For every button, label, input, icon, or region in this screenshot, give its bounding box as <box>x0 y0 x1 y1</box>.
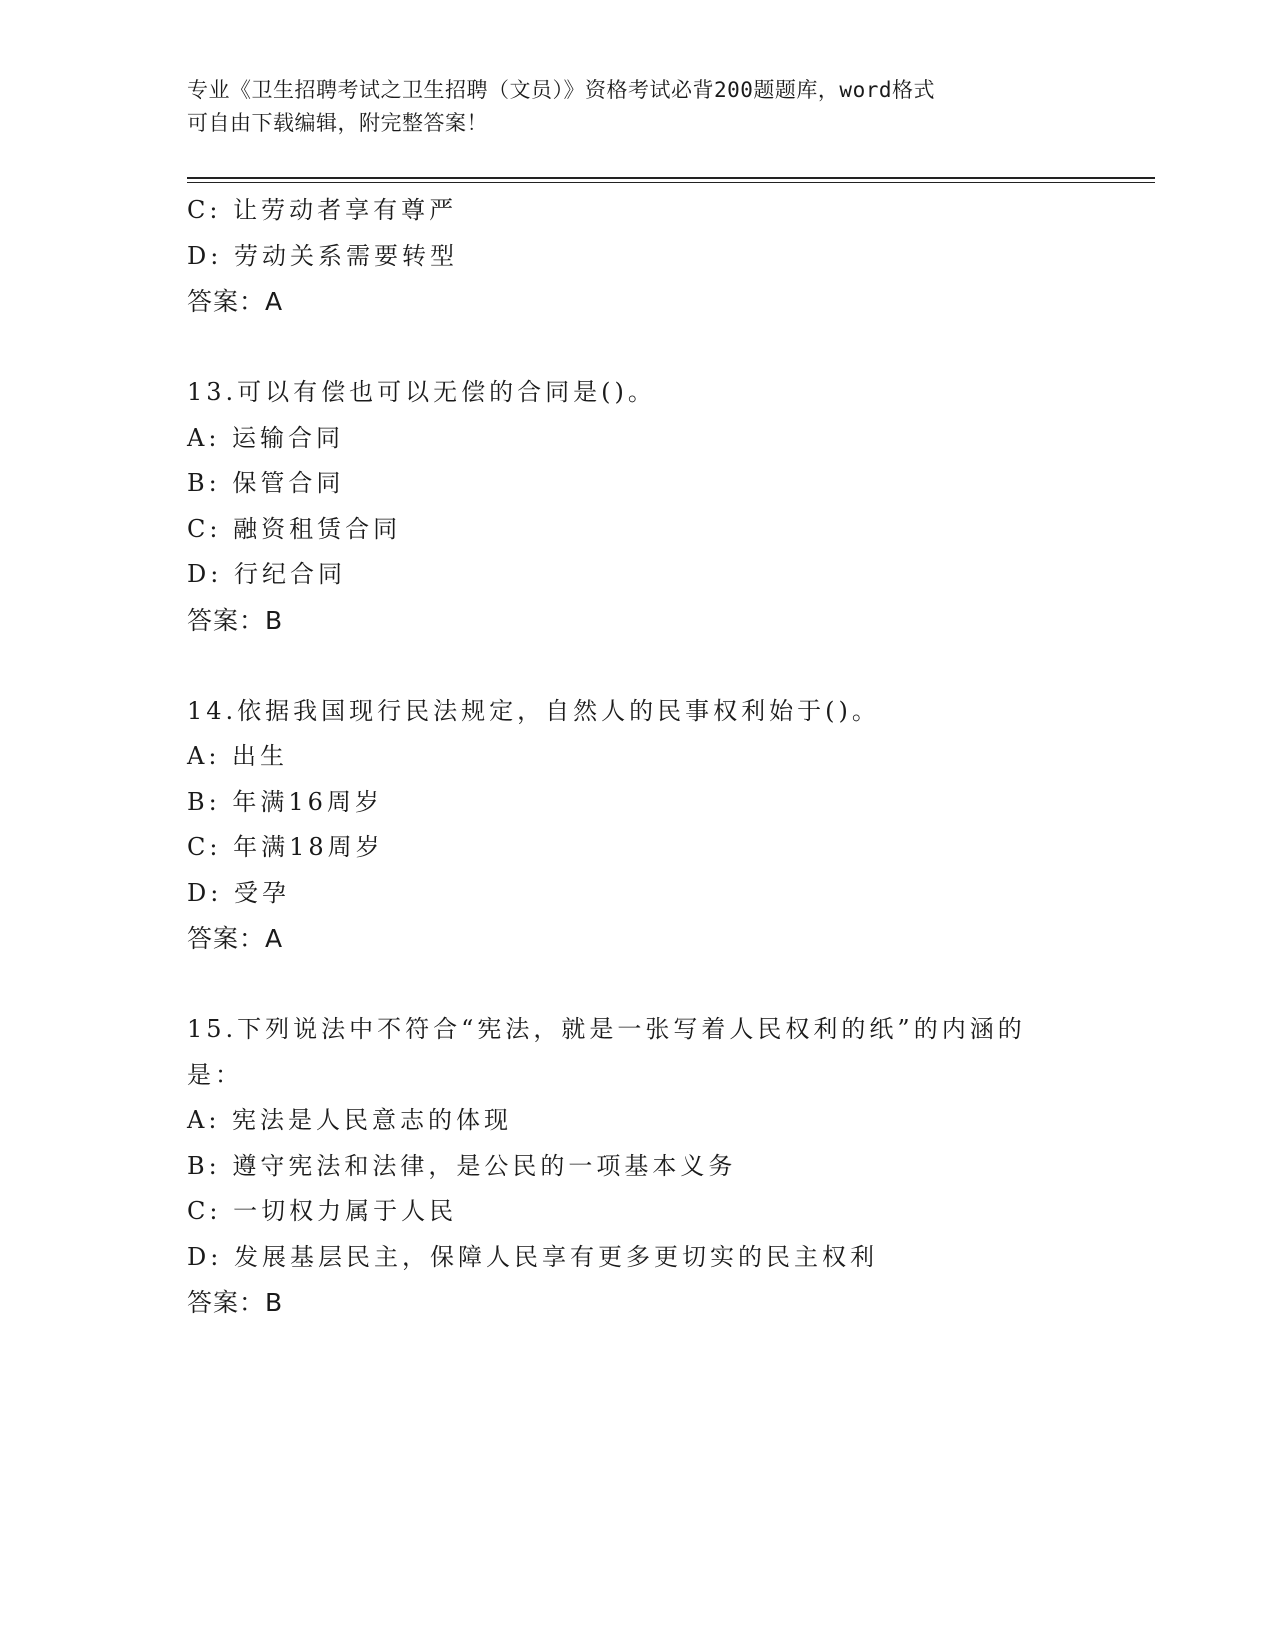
header-title-line-2: 可自由下载编辑，附完整答案！ <box>187 111 488 135</box>
prev-option-c: C: 让劳动者享有尊严 <box>187 196 458 224</box>
question-15-option-b: B: 遵守宪法和法律，是公民的一项基本义务 <box>187 1151 737 1180</box>
question-14-option-d: D: 受孕 <box>187 878 290 907</box>
question-13-option-a: A: 运输合同 <box>187 423 345 452</box>
header-divider-thick <box>187 177 1155 179</box>
question-14-option-b: B: 年满16周岁 <box>187 787 383 816</box>
question-14-text: 14.依据我国现行民法规定，自然人的民事权利始于()。 <box>187 696 880 725</box>
question-list <box>187 188 1087 1326</box>
header-title-line-1: 专业《卫生招聘考试之卫生招聘（文员）》资格考试必背200题题库，word格式 <box>187 78 935 102</box>
document-header <box>187 74 1077 140</box>
question-13-option-d: D: 行纪合同 <box>187 560 346 588</box>
question-15-answer: 答案：B <box>187 1288 284 1317</box>
spacer <box>187 962 1087 1008</box>
question-14-option-c: C: 年满18周岁 <box>187 833 384 861</box>
question-14-answer: 答案：A <box>187 924 284 953</box>
question-15-text-line-1: 15.下列说法中不符合“宪法，就是一张写着人民权利的纸”的内涵的 <box>187 1015 1026 1043</box>
prev-option-d: D: 劳动关系需要转型 <box>187 241 458 270</box>
header-divider-thin <box>187 182 1155 183</box>
question-15-option-c: C: 一切权力属于人民 <box>187 1197 458 1225</box>
prev-answer: 答案：A <box>187 287 284 316</box>
question-13-answer: 答案：B <box>187 605 284 635</box>
question-15-text-line-2: 是： <box>187 1060 243 1089</box>
question-13-option-b: B: 保管合同 <box>187 469 345 497</box>
question-13-option-c: C: 融资租赁合同 <box>187 514 402 543</box>
spacer <box>187 643 1087 689</box>
question-15-option-a: A: 宪法是人民意志的体现 <box>187 1106 513 1134</box>
question-13-text: 13.可以有偿也可以无偿的合同是()。 <box>187 378 656 406</box>
question-15-option-d: D: 发展基层民主，保障人民享有更多更切实的民主权利 <box>187 1242 878 1271</box>
question-14-option-a: A: 出生 <box>187 742 289 770</box>
spacer <box>187 325 1087 371</box>
